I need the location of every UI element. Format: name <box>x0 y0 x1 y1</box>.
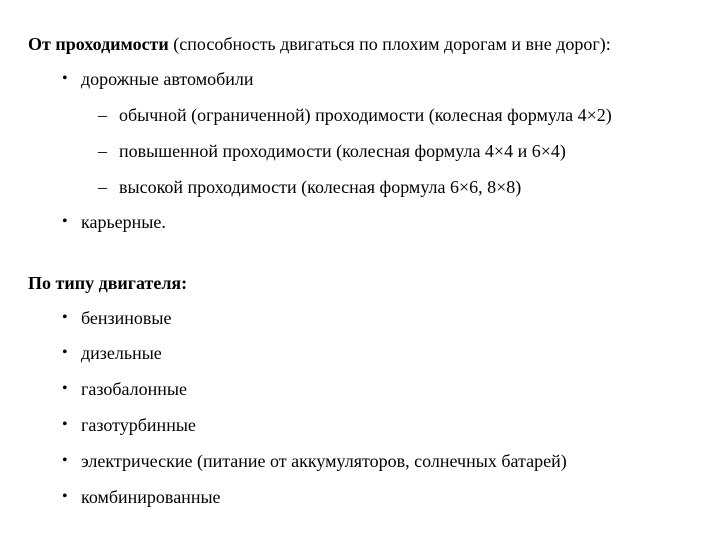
heading-bold-text: От проходимости <box>28 34 169 54</box>
heading-rest-text: (способность двигаться по плохим дорогам и вне дорог): <box>168 34 611 54</box>
sub-list-item-text: обычной (ограниченной) проходимости (колесная формула 4×2) <box>119 105 612 125</box>
bullet-marker: • <box>62 416 68 433</box>
bullet-marker: • <box>62 344 68 361</box>
bullet-marker: • <box>62 380 68 397</box>
dash-marker: – <box>98 141 107 161</box>
list-item-text: дорожные автомобили <box>81 69 254 89</box>
sub-list-item-text: высокой проходимости (колесная формула 6×6, 8×8) <box>119 177 522 197</box>
list-item-text: электрические (питание от аккумуляторов, солнечных батарей) <box>81 451 567 471</box>
bullet-marker: • <box>62 488 68 505</box>
list-item-text: газобалонные <box>81 379 188 399</box>
list-item-text: дизельные <box>81 343 162 363</box>
section-heading-passability <box>28 33 611 55</box>
list-item-text: газотурбинные <box>81 415 196 435</box>
list-item-text: карьерные. <box>81 212 166 232</box>
dash-marker: – <box>98 105 107 125</box>
section-heading-engine-type <box>28 272 187 294</box>
list-item-text: бензиновые <box>81 308 172 328</box>
dash-marker: – <box>98 177 107 197</box>
bullet-marker: • <box>62 213 68 230</box>
sub-list-item-text: повышенной проходимости (колесная формула 4×4 и 6×4) <box>119 141 566 161</box>
bullet-marker: • <box>62 70 68 87</box>
heading-bold-text: По типу двигателя: <box>28 273 188 293</box>
list-item-text: комбинированные <box>81 487 221 507</box>
bullet-marker: • <box>62 309 68 326</box>
bullet-marker: • <box>62 452 68 469</box>
